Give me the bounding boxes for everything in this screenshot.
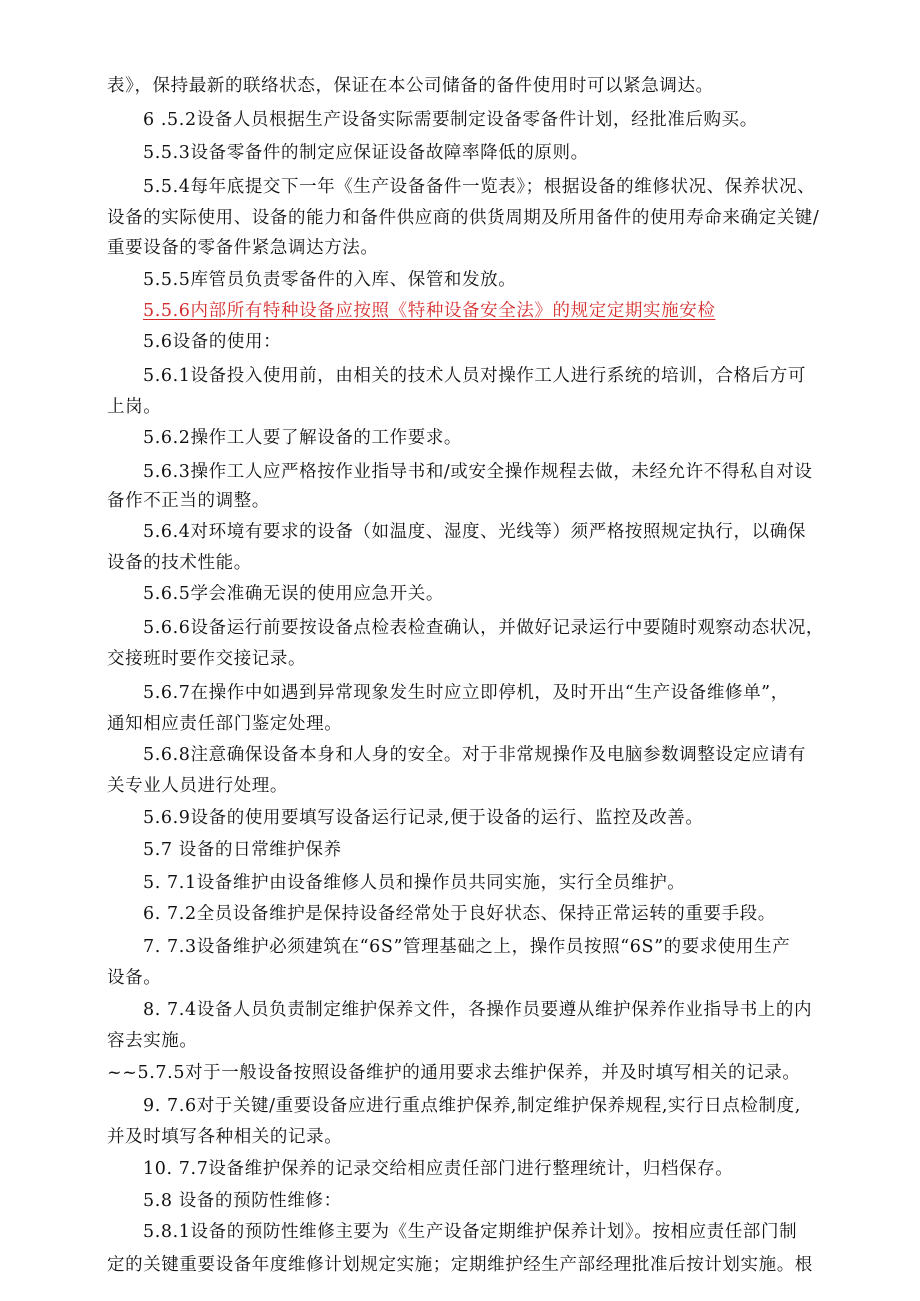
text-line: 设备的实际使用、设备的能力和备件供应商的供货周期及所用备件的使用寿命来确定关键/	[107, 208, 820, 228]
text-line: 5.8.1设备的预防性维修主要为《生产设备定期维护保养计划》。按相应责任部门制	[143, 1222, 798, 1242]
text-line: 容去实施。	[107, 1031, 198, 1051]
text-line: 5.6.4对环境有要求的设备（如温度、湿度、光线等）须严格按照规定执行，以确保	[143, 522, 806, 542]
text-line: 备作不正当的调整。	[107, 491, 270, 511]
text-line: 关专业人员进行处理。	[107, 776, 288, 796]
text-line: 6. 7.2全员设备维护是保持设备经常处于良好状态、保持正常运转的重要手段。	[143, 904, 776, 924]
text-line: 9. 7.6对于关键/重要设备应进行重点维护保养,制定维护保养规程,实行日点检制度,	[143, 1096, 801, 1116]
text-line: ~~5.7.5对于一般设备按照设备维护的通用要求去维护保养，并及时填写相关的记录。	[107, 1063, 801, 1083]
text-line: 5.5.3设备零备件的制定应保证设备故障率降低的原则。	[143, 143, 589, 163]
text-line: 5.6.6设备运行前要按设备点检表检查确认，并做好记录运行中要随时观察动态状况，	[143, 618, 825, 638]
text-line: 5.6.3操作工人应严格按作业指导书和/或安全操作规程去做，未经允许不得私自对设	[143, 462, 813, 482]
section-heading: 5.6设备的使用：	[143, 332, 282, 352]
text-line: 设备。	[107, 968, 162, 988]
text-line: 8. 7.4设备人员负责制定维护保养文件，各操作员要遵从维护保养作业指导书上的内	[143, 1000, 813, 1020]
text-line: 10. 7.7设备维护保养的记录交给相应责任部门进行整理统计，归档保存。	[143, 1159, 734, 1179]
text-line: 并及时填写各种相关的记录。	[107, 1127, 343, 1147]
text-line: 7. 7.3设备维护必须建筑在“6S”管理基础之上，操作员按照“6S”的要求使用生产	[143, 937, 791, 957]
text-line: 5.6.5学会准确无误的使用应急开关。	[143, 584, 444, 604]
text-line: 5.5.4每年底提交下一年《生产设备备件一览表》；根据设备的维修状况、保养状况、	[143, 177, 816, 197]
text-line: 5.6.7在操作中如遇到异常现象发生时应立即停机，及时开出“生产设备维修单”，	[143, 683, 789, 703]
text-line: 设备的技术性能。	[107, 553, 252, 573]
text-line: 5.6.8注意确保设备本身和人身的安全。对于非常规操作及电脑参数调整设定应请有	[143, 745, 806, 765]
section-heading: 5.8 设备的预防性维修：	[143, 1191, 342, 1211]
highlighted-text-line: 5.5.6内部所有特种设备应按照《特种设备安全法》的规定定期实施安检	[143, 301, 716, 321]
text-line: 5.6.2操作工人要了解设备的工作要求。	[143, 428, 463, 448]
section-heading: 5.7 设备的日常维护保养	[143, 840, 342, 860]
text-line: 5.6.1设备投入使用前，由相关的技术人员对操作工人进行系统的培训，合格后方可	[143, 366, 806, 386]
text-line: 5.6.9设备的使用要填写设备运行记录,便于设备的运行、监控及改善。	[143, 808, 704, 828]
text-line: 通知相应责任部门鉴定处理。	[107, 714, 343, 734]
text-line: 6 .5.2设备人员根据生产设备实际需要制定设备零备件计划，经批准后购买。	[143, 110, 758, 130]
text-line: 5. 7.1设备维护由设备维修人员和操作员共同实施，实行全员维护。	[143, 873, 686, 893]
text-line: 交接班时要作交接记录。	[107, 649, 307, 669]
text-line: 重要设备的零备件紧急调达方法。	[107, 238, 379, 258]
text-line: 上岗。	[107, 397, 162, 417]
text-line: 表》，保持最新的联络状态，保证在本公司储备的备件使用时可以紧急调达。	[107, 76, 714, 96]
text-line: 5.5.5库管员负责零备件的入库、保管和发放。	[143, 270, 517, 290]
text-line: 定的关键重要设备年度维修计划规定实施；定期维护经生产部经理批准后按计划实施。根	[107, 1255, 813, 1275]
